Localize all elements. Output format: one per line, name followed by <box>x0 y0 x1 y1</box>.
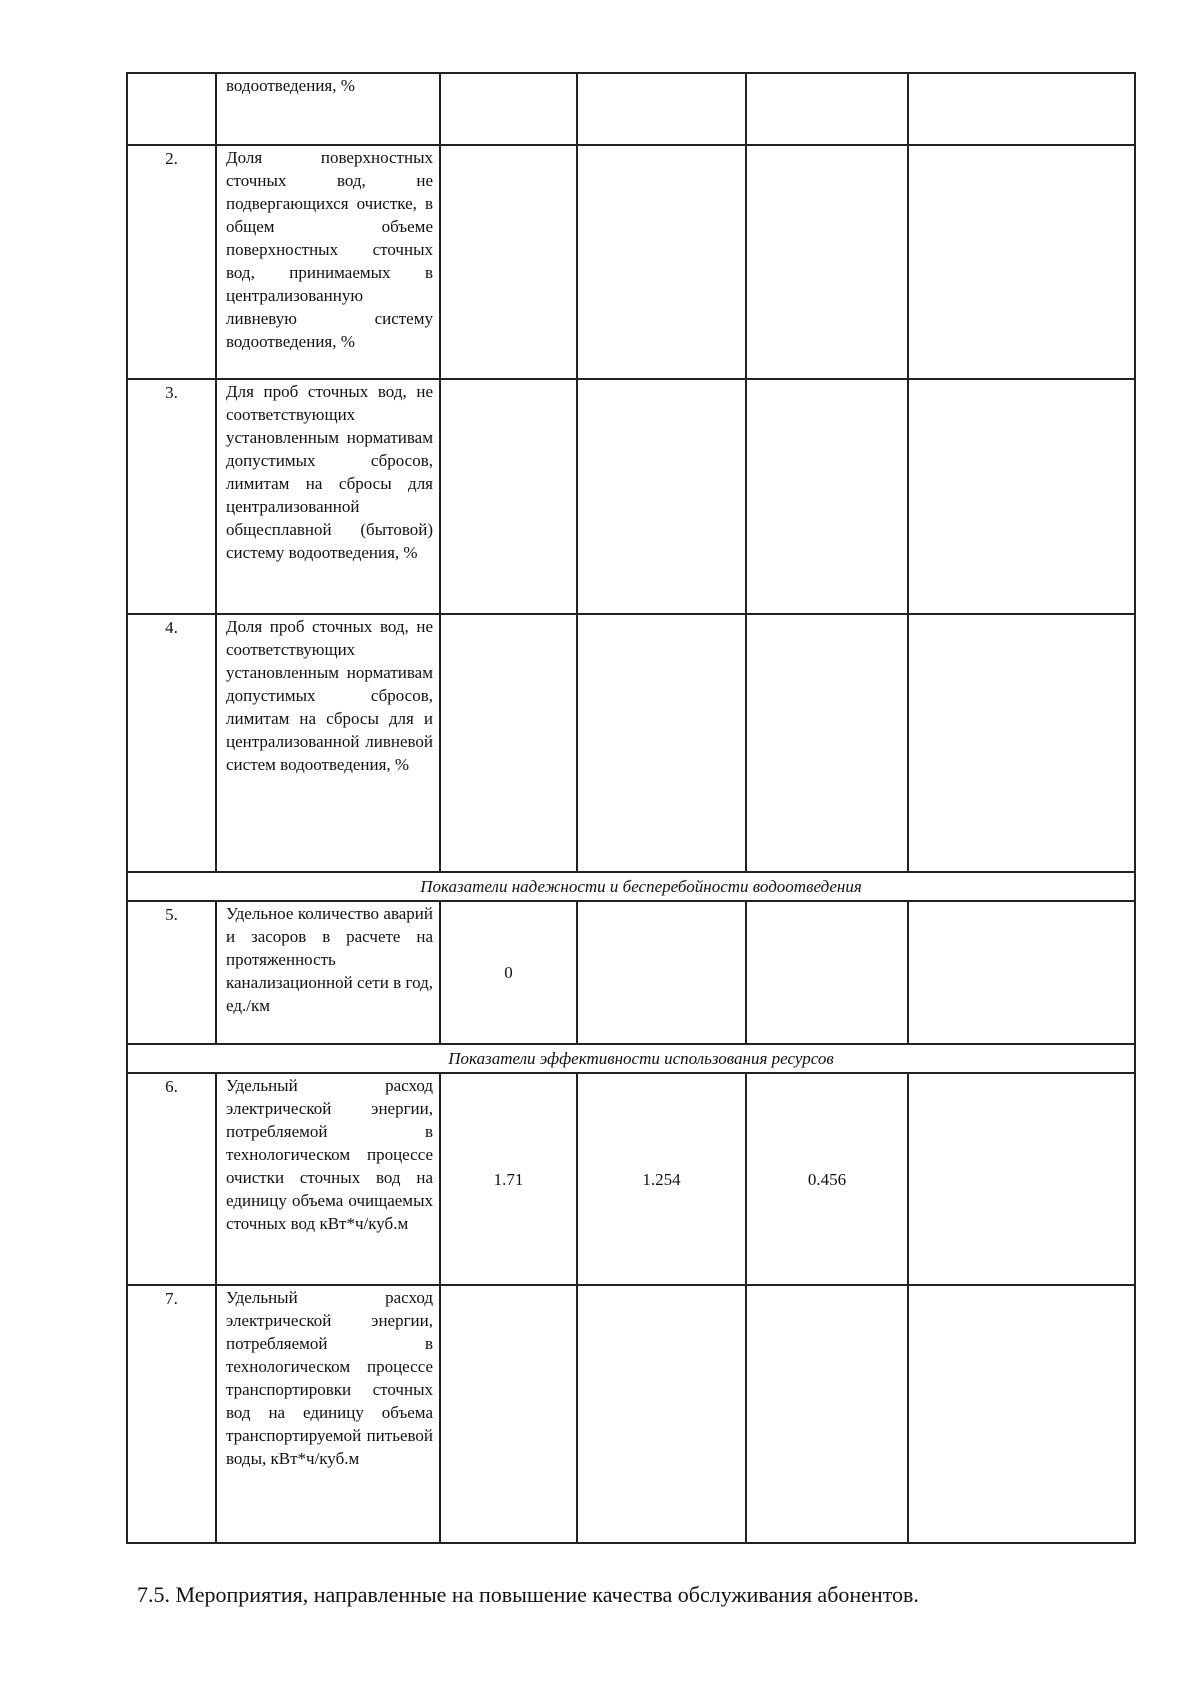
section-title: Показатели надежности и бесперебойности водоотведения <box>420 876 862 896</box>
section-header-row <box>127 872 1135 901</box>
value-cell <box>440 145 577 379</box>
value-cell <box>577 379 746 614</box>
table-row <box>127 73 1135 145</box>
section-header-row <box>127 1044 1135 1073</box>
value-cell <box>746 901 908 1044</box>
value-cell <box>440 1285 577 1543</box>
value-cell <box>746 1285 908 1543</box>
value-cell <box>746 73 908 145</box>
table-row <box>127 901 1135 1044</box>
value-cell <box>908 73 1135 145</box>
row-number-cell: 5. <box>127 901 216 1044</box>
indicator-name: Доля поверхностных сточных вод, не подвергающихся очистке, в общем объеме поверхностных сточных вод, принимаемых в централизованную ливневую систему водоотведения, % <box>226 148 433 351</box>
value-cell <box>440 614 577 872</box>
value-cell: 0.456 <box>746 1073 908 1285</box>
indicator-name: водоотведения, % <box>226 76 355 95</box>
row-number-cell: 4. <box>127 614 216 872</box>
indicator-name: Удельный расход электрической энергии, потребляемой в технологическом процессе очистки сточных вод на единицу объема очищаемых сточных вод кВт*ч/куб.м <box>226 1076 433 1233</box>
indicator-name: Удельное количество аварий и засоров в расчете на протяженность канализационной сети в год, ед./км <box>226 904 433 1015</box>
value-cell <box>908 1073 1135 1285</box>
value-cell <box>577 614 746 872</box>
value-cell <box>746 379 908 614</box>
value-cell <box>577 901 746 1044</box>
table-row <box>127 1285 1135 1543</box>
value-cell <box>908 614 1135 872</box>
indicator-name: Доля проб сточных вод, не соответствующих установленным нормативам допустимых сбросов, лимитам на сбросы для и централизованной ливневой систем водоотведения, % <box>226 617 433 774</box>
section-header-reliability <box>127 872 1135 901</box>
row-number-cell: 6. <box>127 1073 216 1285</box>
row-number-cell: 7. <box>127 1285 216 1543</box>
table-row <box>127 614 1135 872</box>
value-cell <box>577 1285 746 1543</box>
indicator-name-cell <box>216 1073 440 1285</box>
value-cell <box>908 1285 1135 1543</box>
table-row <box>127 145 1135 379</box>
indicator-name-cell <box>216 1285 440 1543</box>
indicator-name-cell <box>216 379 440 614</box>
row-number-cell: 3. <box>127 379 216 614</box>
indicators-table <box>126 72 1136 1544</box>
value-cell <box>577 145 746 379</box>
value-cell <box>577 73 746 145</box>
indicator-name-cell <box>216 614 440 872</box>
indicator-name-cell <box>216 145 440 379</box>
value-cell <box>746 614 908 872</box>
value-cell <box>908 379 1135 614</box>
section-heading-7-5: 7.5. Мероприятия, направленные на повышение качества обслуживания абонентов. <box>137 1582 919 1607</box>
indicator-name-cell <box>216 73 440 145</box>
value-cell <box>440 379 577 614</box>
table-row <box>127 1073 1135 1285</box>
table-row <box>127 379 1135 614</box>
indicator-name: Удельный расход электрической энергии, потребляемой в технологическом процессе транспортировки сточных вод на единицу объема транспортируемой питьевой воды, кВт*ч/куб.м <box>226 1288 433 1468</box>
value-cell <box>440 73 577 145</box>
indicator-name-cell <box>216 901 440 1044</box>
value-cell: 1.71 <box>440 1073 577 1285</box>
indicator-name: Для проб сточных вод, не соответствующих установленным нормативам допустимых сбросов, лимитам на сбросы для централизованной общесплавной (бытовой) систему водоотведения, % <box>226 382 433 562</box>
value-cell <box>908 145 1135 379</box>
value-cell: 1.254 <box>577 1073 746 1285</box>
section-title: Показатели эффективности использования ресурсов <box>448 1048 834 1068</box>
value-cell <box>908 901 1135 1044</box>
section-header-efficiency <box>127 1044 1135 1073</box>
value-cell <box>746 145 908 379</box>
row-number-cell <box>127 73 216 145</box>
value-cell: 0 <box>440 901 577 1044</box>
row-number-cell: 2. <box>127 145 216 379</box>
